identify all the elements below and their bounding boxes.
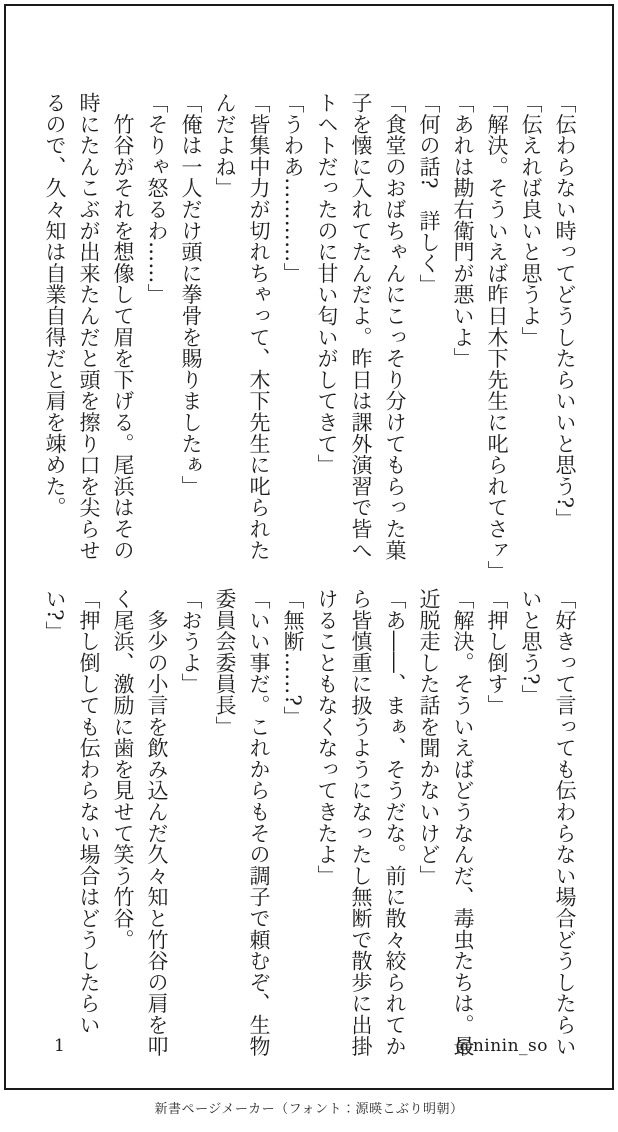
text-line: いと思う?」 — [519, 588, 543, 707]
text-line: 「そりゃ怒るわ……」 — [145, 92, 169, 305]
text-line: い?」 — [43, 588, 67, 643]
text-line: 「おうよ」 — [179, 588, 203, 695]
text-line: 多少の小言を飲み込んだ久々知と竹谷の肩を叩 — [145, 588, 169, 1057]
text-line: 「押し倒しても伝わらない場合はどうしたらい — [77, 588, 101, 1036]
text-line: 「皆集中力が切れちゃって、木下先生に叱られた — [247, 92, 271, 561]
text-line: 子を懐に入れてたんだよ。昨日は課外演習で皆へ — [349, 92, 373, 561]
text-line: ら皆慎重に扱うようになったし無断で散歩に出掛 — [349, 588, 373, 1057]
text-line: 「伝えれば良いと思うよ」 — [519, 92, 543, 348]
text-line: 竹谷がそれを想像して眉を下げる。尾浜はその — [111, 92, 135, 561]
text-line: 「あ――、まぁ、そうだな。前に散々絞られてか — [383, 588, 407, 1057]
text-line: 「解決。そういえば昨日木下先生に叱られてさァ」 — [485, 92, 509, 582]
lower-text-block — [38, 588, 582, 1057]
text-line: 「俺は一人だけ頭に拳骨を賜りましたぁ」 — [179, 92, 203, 497]
generator-caption: 新書ページメーカー（フォント：源暎こぶり明朝） — [154, 1102, 464, 1117]
text-line: 時にたんこぶが出来たんだと頭を擦り口を尖らせ — [77, 92, 101, 561]
text-line: けることもなくなってきたよ」 — [315, 588, 339, 887]
upper-text-block — [38, 92, 582, 582]
page-frame — [4, 4, 614, 1090]
text-line: トヘトだったのに甘い匂いがしてきて」 — [315, 92, 339, 476]
text-line: 「食堂のおばちゃんにこっそり分けてもらった菓 — [383, 92, 407, 561]
author-credit: @ninin_so — [455, 1036, 548, 1056]
text-line: 「無断……?」 — [281, 588, 305, 728]
text-line: く尾浜、激励に歯を見せて笑う竹谷。 — [111, 588, 135, 951]
text-line: 「押し倒す」 — [485, 588, 509, 716]
page-number: 1 — [54, 1036, 65, 1056]
text-line: 「何の話? 詳しく」 — [417, 92, 441, 296]
text-line: 「好きって言っても伝わらない場合どうしたらい — [553, 588, 577, 1057]
text-line: 「解決。そういえばどうなんだ、毒虫たちは。最 — [451, 588, 475, 1057]
text-line: 「いい事だ。これからもその調子で頼むぞ、生物 — [247, 588, 271, 1057]
text-line: 「あれは勘右衛門が悪いよ」 — [451, 92, 475, 369]
text-line: るので、久々知は自業自得だと肩を竦めた。 — [43, 92, 67, 518]
text-line: 近脱走した話を聞かないけど」 — [417, 588, 441, 887]
text-line: 「うわあ…………」 — [281, 92, 305, 284]
text-line: んだよね」 — [213, 92, 237, 199]
text-line: 委員会委員長」 — [213, 588, 237, 738]
text-line: 「伝わらない時ってどうしたらいいと思う?」 — [553, 92, 577, 530]
